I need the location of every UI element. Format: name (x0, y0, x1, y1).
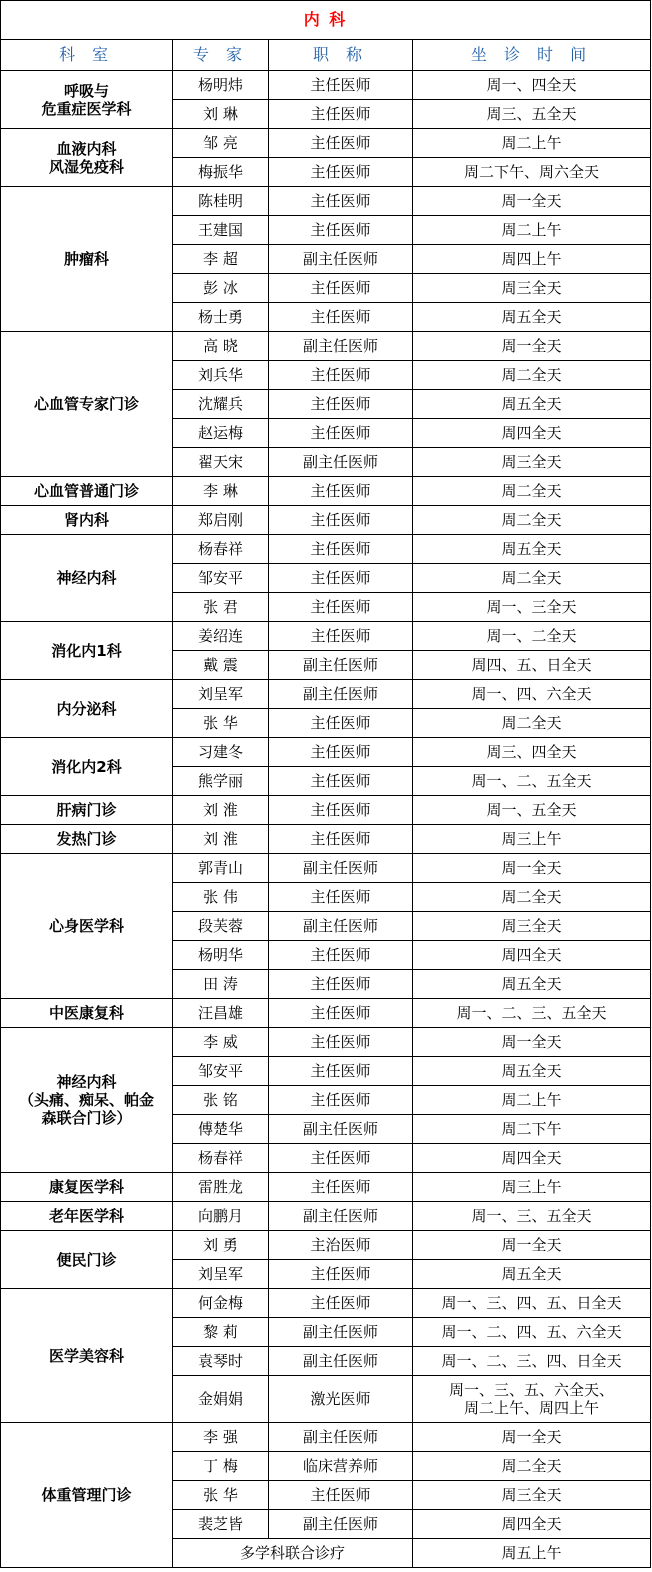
time-cell: 周四全天 (413, 419, 651, 448)
dept-cell (1, 1028, 173, 1173)
table-row (1, 535, 651, 564)
title-cell: 主任医师 (269, 622, 413, 651)
expert-name-cell: 刘呈军 (173, 1260, 269, 1289)
title-cell: 主任医师 (269, 883, 413, 912)
time-cell: 周三全天 (413, 274, 651, 303)
expert-name-cell: 杨士勇 (173, 303, 269, 332)
header-expert (173, 40, 269, 71)
title-cell: 主任医师 (269, 100, 413, 129)
expert-name-cell: 张 君 (173, 593, 269, 622)
expert-name-cell: 邹安平 (173, 1057, 269, 1086)
table-row (1, 506, 651, 535)
title-cell: 副主任医师 (269, 332, 413, 361)
time-cell (413, 1376, 651, 1423)
title-cell: 主任医师 (269, 999, 413, 1028)
table-row (1, 622, 651, 651)
time-cell: 周一、二、五全天 (413, 767, 651, 796)
dept-cell: 老年医学科 (1, 1202, 173, 1231)
time-cell: 周二全天 (413, 564, 651, 593)
time-cell: 周一、二、四、五、六全天 (413, 1318, 651, 1347)
title-cell: 副主任医师 (269, 1347, 413, 1376)
time-cell: 周五全天 (413, 390, 651, 419)
expert-name-cell: 袁琴时 (173, 1347, 269, 1376)
time-cell: 周三上午 (413, 1173, 651, 1202)
time-cell: 周二全天 (413, 477, 651, 506)
text-line: 周二上午、周四上午 (464, 1399, 600, 1417)
time-cell: 周一全天 (413, 187, 651, 216)
dept-cell: 内分泌科 (1, 680, 173, 738)
table-row (1, 1202, 651, 1231)
title-cell: 主任医师 (269, 738, 413, 767)
expert-name-cell: 裴芝皆 (173, 1510, 269, 1539)
time-cell: 周五全天 (413, 1057, 651, 1086)
expert-name-cell: 何金梅 (173, 1289, 269, 1318)
dept-cell: 心血管普通门诊 (1, 477, 173, 506)
table-row (1, 477, 651, 506)
dept-cell: 消化内1科 (1, 622, 173, 680)
time-cell: 周二全天 (413, 709, 651, 738)
time-cell: 周三全天 (413, 448, 651, 477)
table-row (1, 1289, 651, 1318)
title-cell: 副主任医师 (269, 651, 413, 680)
title-cell: 副主任医师 (269, 680, 413, 709)
time-cell: 周三全天 (413, 912, 651, 941)
header-time-label: 坐 诊 时 间 (470, 45, 593, 64)
dept-cell: 心血管专家门诊 (1, 332, 173, 477)
title-cell: 主任医师 (269, 1028, 413, 1057)
table-row (1, 738, 651, 767)
title-cell: 激光医师 (269, 1376, 413, 1423)
title-cell: 主任医师 (269, 593, 413, 622)
title-cell: 主任医师 (269, 941, 413, 970)
title-row (1, 1, 651, 40)
table-title-text: 内 科 (303, 10, 348, 29)
expert-name-cell: 张 铭 (173, 1086, 269, 1115)
title-cell: 主任医师 (269, 1057, 413, 1086)
expert-name-cell: 邹安平 (173, 564, 269, 593)
time-cell: 周五全天 (413, 1260, 651, 1289)
time-cell: 周一、五全天 (413, 796, 651, 825)
dept-cell: 体重管理门诊 (1, 1423, 173, 1568)
dept-cell (1, 71, 173, 129)
title-cell: 副主任医师 (269, 1115, 413, 1144)
dept-cell: 肾内科 (1, 506, 173, 535)
dept-cell: 肝病门诊 (1, 796, 173, 825)
expert-name-cell: 田 涛 (173, 970, 269, 999)
text-line: 风湿免疫科 (48, 157, 124, 176)
table-row (1, 680, 651, 709)
table-row (1, 1423, 651, 1452)
table-row (1, 1231, 651, 1260)
time-cell: 周一、二全天 (413, 622, 651, 651)
title-cell: 副主任医师 (269, 854, 413, 883)
table-row (1, 796, 651, 825)
title-cell: 主任医师 (269, 303, 413, 332)
time-cell: 周五全天 (413, 303, 651, 332)
expert-name-cell: 刘 淮 (173, 825, 269, 854)
expert-name-cell: 张 伟 (173, 883, 269, 912)
header-row (1, 40, 651, 71)
title-cell: 主治医师 (269, 1231, 413, 1260)
title-cell: 主任医师 (269, 506, 413, 535)
expert-name-cell: 杨春祥 (173, 1144, 269, 1173)
text-line: 危重症医学科 (41, 99, 132, 118)
time-cell: 周一全天 (413, 1231, 651, 1260)
expert-name-cell: 张 华 (173, 1481, 269, 1510)
table-row (1, 854, 651, 883)
time-cell: 周一、三全天 (413, 593, 651, 622)
table-row (1, 1028, 651, 1057)
title-cell: 主任医师 (269, 1144, 413, 1173)
expert-name-cell: 习建冬 (173, 738, 269, 767)
dept-cell: 消化内2科 (1, 738, 173, 796)
expert-name-cell: 梅振华 (173, 158, 269, 187)
time-cell: 周二全天 (413, 1452, 651, 1481)
expert-name-cell: 傅楚华 (173, 1115, 269, 1144)
title-cell: 主任医师 (269, 1260, 413, 1289)
expert-name-cell: 段芙蓉 (173, 912, 269, 941)
time-cell: 周四上午 (413, 245, 651, 274)
title-cell: 主任医师 (269, 187, 413, 216)
time-cell: 周二上午 (413, 129, 651, 158)
time-cell: 周二全天 (413, 883, 651, 912)
time-cell: 周一全天 (413, 1423, 651, 1452)
title-cell: 副主任医师 (269, 912, 413, 941)
title-cell: 副主任医师 (269, 1318, 413, 1347)
time-cell: 周五上午 (413, 1539, 651, 1568)
expert-name-cell: 刘 琳 (173, 100, 269, 129)
expert-name-cell: 李 超 (173, 245, 269, 274)
time-cell: 周二全天 (413, 506, 651, 535)
title-cell: 副主任医师 (269, 245, 413, 274)
header-title (269, 40, 413, 71)
time-cell: 周一、三、五全天 (413, 1202, 651, 1231)
dept-cell: 肿瘤科 (1, 187, 173, 332)
time-cell: 周三全天 (413, 1481, 651, 1510)
expert-name-cell: 郑启刚 (173, 506, 269, 535)
expert-name-cell: 杨明华 (173, 941, 269, 970)
title-cell: 临床营养师 (269, 1452, 413, 1481)
title-cell: 主任医师 (269, 709, 413, 738)
title-cell: 主任医师 (269, 274, 413, 303)
expert-name-cell: 熊学丽 (173, 767, 269, 796)
time-cell: 周五全天 (413, 535, 651, 564)
table-row (1, 1173, 651, 1202)
title-cell: 副主任医师 (269, 448, 413, 477)
header-expert-label: 专 家 (192, 45, 249, 64)
time-cell: 周四全天 (413, 1144, 651, 1173)
time-cell: 周四全天 (413, 941, 651, 970)
expert-name-cell: 雷胜龙 (173, 1173, 269, 1202)
title-cell: 主任医师 (269, 767, 413, 796)
expert-name-cell: 向鹏月 (173, 1202, 269, 1231)
time-cell: 周三上午 (413, 825, 651, 854)
time-cell: 周二上午 (413, 216, 651, 245)
expert-name-cell: 高 晓 (173, 332, 269, 361)
title-cell: 主任医师 (269, 564, 413, 593)
time-cell: 周二全天 (413, 361, 651, 390)
title-cell: 主任医师 (269, 477, 413, 506)
time-cell: 周一、二、三、五全天 (413, 999, 651, 1028)
time-cell: 周五全天 (413, 970, 651, 999)
time-cell: 周一、四、六全天 (413, 680, 651, 709)
title-cell: 主任医师 (269, 970, 413, 999)
time-cell: 周一、三、四、五、日全天 (413, 1289, 651, 1318)
expert-name-cell: 姜绍连 (173, 622, 269, 651)
expert-name-cell: 郭青山 (173, 854, 269, 883)
header-dept-label: 科 室 (58, 45, 115, 64)
time-cell: 周一、二、三、四、日全天 (413, 1347, 651, 1376)
schedule-body (1, 1, 651, 1568)
expert-name-cell: 刘兵华 (173, 361, 269, 390)
text-line: 呼吸与 (63, 81, 109, 100)
table-row (1, 129, 651, 158)
expert-name-cell: 刘 勇 (173, 1231, 269, 1260)
title-cell: 主任医师 (269, 535, 413, 564)
expert-name-cell: 李 强 (173, 1423, 269, 1452)
expert-name-cell: 彭 冰 (173, 274, 269, 303)
title-cell: 主任医师 (269, 1173, 413, 1202)
expert-name-cell: 杨春祥 (173, 535, 269, 564)
expert-name-cell: 陈桂明 (173, 187, 269, 216)
text-line: （头痛、痴呆、帕金 (18, 1091, 154, 1109)
title-cell: 主任医师 (269, 419, 413, 448)
title-cell: 主任医师 (269, 1086, 413, 1115)
title-cell: 主任医师 (269, 390, 413, 419)
expert-name-cell: 刘呈军 (173, 680, 269, 709)
title-cell: 主任医师 (269, 1481, 413, 1510)
header-title-label: 职 称 (312, 45, 369, 64)
table-row (1, 825, 651, 854)
time-cell: 周一全天 (413, 332, 651, 361)
table-row (1, 332, 651, 361)
table-row (1, 187, 651, 216)
time-cell: 周四、五、日全天 (413, 651, 651, 680)
dept-cell: 发热门诊 (1, 825, 173, 854)
text-line: 血液内科 (56, 139, 117, 158)
title-cell: 主任医师 (269, 361, 413, 390)
title-cell: 主任医师 (269, 129, 413, 158)
expert-name-cell: 张 华 (173, 709, 269, 738)
table-title (1, 1, 651, 40)
expert-name-cell: 李 琳 (173, 477, 269, 506)
expert-name-cell: 戴 震 (173, 651, 269, 680)
title-cell: 主任医师 (269, 1289, 413, 1318)
time-cell: 周一全天 (413, 854, 651, 883)
title-cell: 副主任医师 (269, 1202, 413, 1231)
expert-name-cell: 汪昌雄 (173, 999, 269, 1028)
table-row (1, 999, 651, 1028)
title-cell: 主任医师 (269, 216, 413, 245)
title-cell: 副主任医师 (269, 1510, 413, 1539)
time-cell: 周一、四全天 (413, 71, 651, 100)
dept-cell: 神经内科 (1, 535, 173, 622)
expert-name-cell: 邹 亮 (173, 129, 269, 158)
expert-name-cell: 翟天宋 (173, 448, 269, 477)
dept-cell: 便民门诊 (1, 1231, 173, 1289)
header-dept (1, 40, 173, 71)
table-row (1, 71, 651, 100)
text-line: 周一、三、五、六全天、 (449, 1381, 615, 1399)
dept-cell (1, 129, 173, 187)
time-cell: 周四全天 (413, 1510, 651, 1539)
expert-name-cell: 刘 淮 (173, 796, 269, 825)
expert-name-cell: 王建国 (173, 216, 269, 245)
combined-label-cell: 多学科联合诊疗 (173, 1539, 413, 1568)
time-cell: 周三、五全天 (413, 100, 651, 129)
expert-name-cell: 黎 莉 (173, 1318, 269, 1347)
header-time (413, 40, 651, 71)
expert-name-cell: 杨明炜 (173, 71, 269, 100)
title-cell: 主任医师 (269, 825, 413, 854)
text-line: 森联合门诊） (41, 1109, 132, 1127)
expert-name-cell: 金娟娟 (173, 1376, 269, 1423)
expert-name-cell: 丁 梅 (173, 1452, 269, 1481)
time-cell: 周二上午 (413, 1086, 651, 1115)
dept-cell: 中医康复科 (1, 999, 173, 1028)
expert-name-cell: 赵运梅 (173, 419, 269, 448)
text-line: 神经内科 (56, 1073, 117, 1091)
expert-name-cell: 李 威 (173, 1028, 269, 1057)
dept-cell: 医学美容科 (1, 1289, 173, 1423)
time-cell: 周一全天 (413, 1028, 651, 1057)
title-cell: 主任医师 (269, 158, 413, 187)
time-cell: 周二下午、周六全天 (413, 158, 651, 187)
title-cell: 主任医师 (269, 796, 413, 825)
time-cell: 周二下午 (413, 1115, 651, 1144)
title-cell: 主任医师 (269, 71, 413, 100)
dept-cell: 心身医学科 (1, 854, 173, 999)
title-cell: 副主任医师 (269, 1423, 413, 1452)
time-cell: 周三、四全天 (413, 738, 651, 767)
dept-cell: 康复医学科 (1, 1173, 173, 1202)
expert-name-cell: 沈耀兵 (173, 390, 269, 419)
